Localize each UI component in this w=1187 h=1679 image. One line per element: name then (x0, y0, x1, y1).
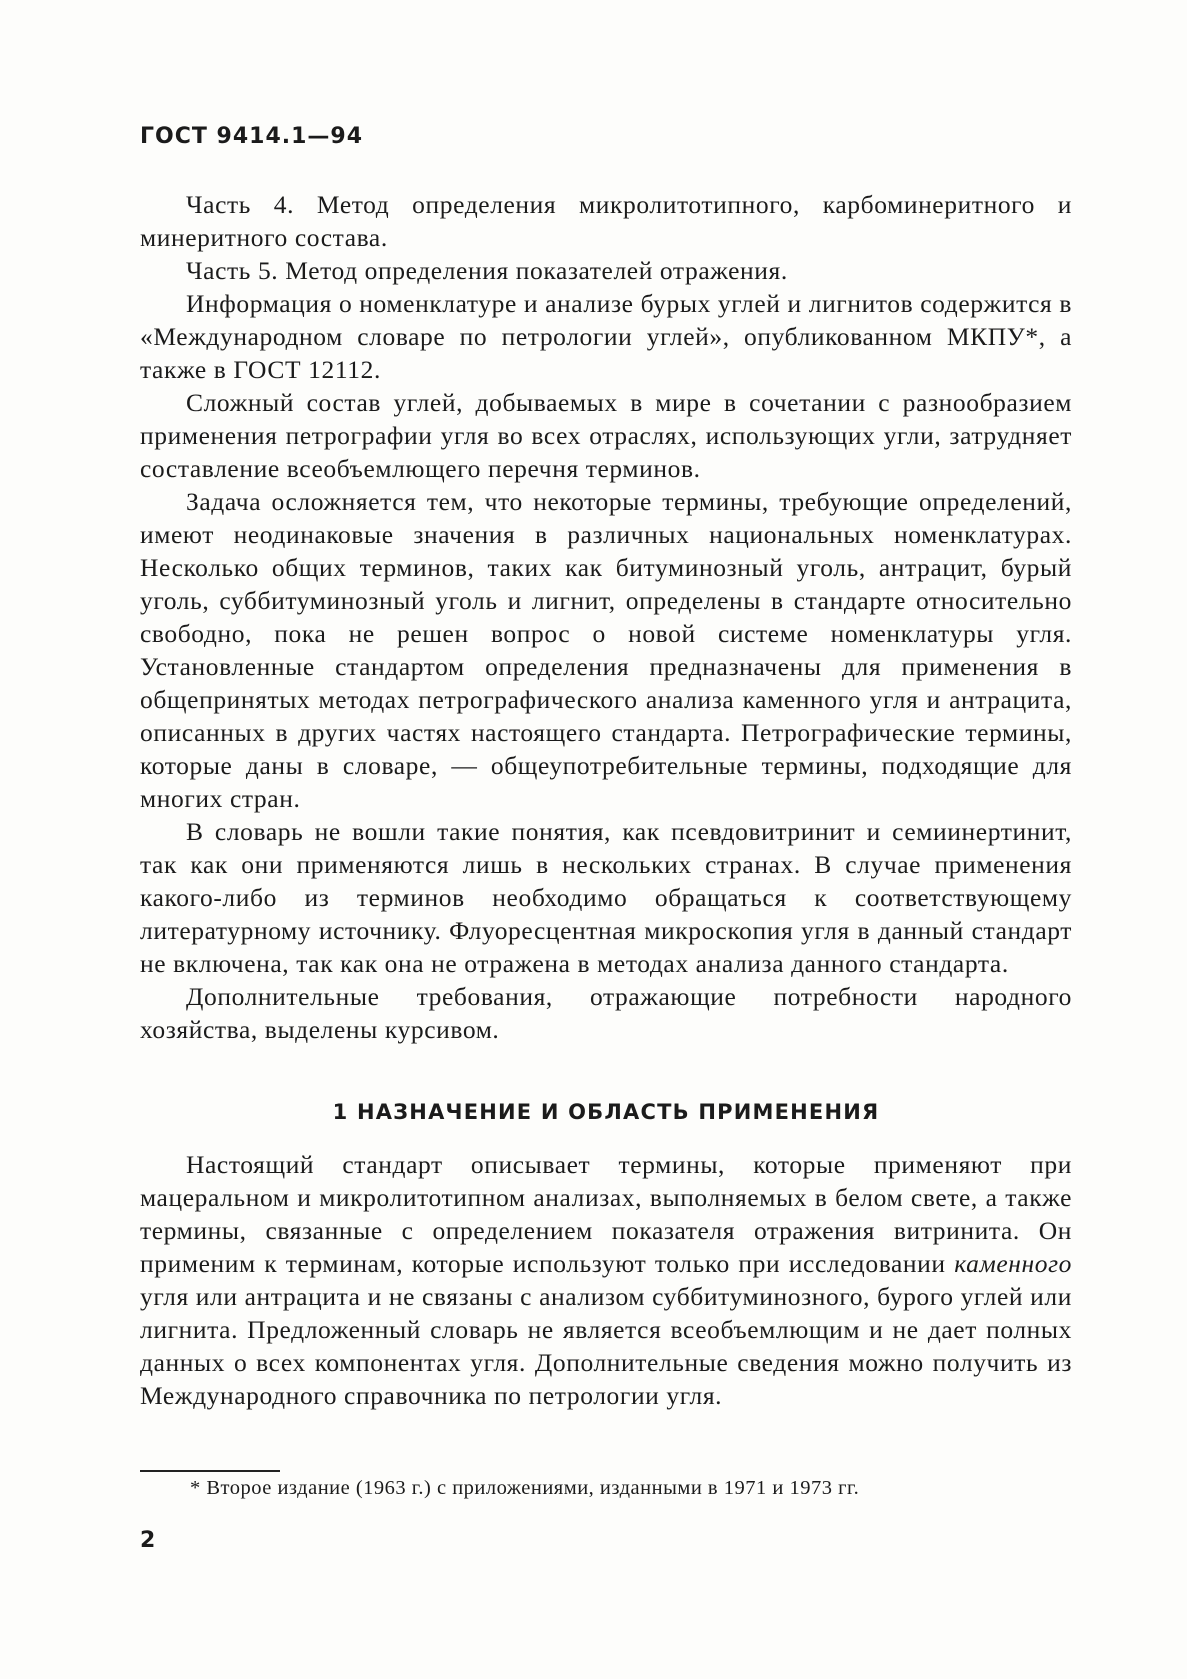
paragraph: Информация о номенклатуре и анализе бурых углей и лигнитов содержится в «Международном словаре по петрологии углей», опубликованном МКПУ*, а также в ГОСТ 12112. (140, 289, 1072, 384)
paragraph: В словарь не вошли такие понятия, как псевдовитринит и семиинертинит, так как они применяются лишь в нескольких странах. В случае применения какого-либо из терминов необходимо обращаться к соответствующему литературному источнику. Флуоресцентная микроскопия угля в данный стандарт не включена, так как она не отражена в методах анализа данного стандарта. (140, 817, 1072, 978)
paragraph: Часть 4. Метод определения микролитотипного, карбоминеритного и минеритного состава. (140, 190, 1072, 252)
paragraph: Дополнительные требования, отражающие потребности народного хозяйства, выделены курсивом. (140, 982, 1072, 1044)
italic-word: каменного (954, 1249, 1072, 1278)
paragraph: Часть 5. Метод определения показателей отражения. (186, 256, 788, 285)
document-header: ГОСТ 9414.1—94 (140, 124, 364, 149)
text-run: Настоящий стандарт описывает термины, которые применяют при мацеральном и микролитотипном анализах, выполняемых в белом свете, а также термины, связанные с определением показателя отражения витринита. Он применим к терминам, которые используют только при исследовании (140, 1150, 1072, 1278)
paragraph (140, 1148, 1072, 1412)
page-number: 2 (140, 1528, 156, 1553)
footnote: * Второе издание (1963 г.) с приложениями, изданными в 1971 и 1973 гг. (190, 1477, 860, 1499)
paragraph: Задача осложняется тем, что некоторые термины, требующие определений, имеют неодинаковые значения в различных национальных номенклатурах. Несколько общих терминов, таких как битуминозный уголь, антрацит, бурый уголь, суббитуминозный уголь и лигнит, определены в стандарте относительно свободно, пока не решен вопрос о новой системе номенклатуры угля. Установленные стандартом определения предназначены для применения в общепринятых методах петрографического анализа каменного угля и антрацита, описанных в других частях настоящего стандарта. Петрографические термины, которые даны в словаре, — общеупотребительные термины, подходящие для многих стран. (140, 487, 1072, 813)
intro-text (140, 188, 1072, 1046)
paragraph: Сложный состав углей, добываемых в мире в сочетании с разнообразием применения петрографии угля во всех отраслях, использующих угли, затрудняет составление всеобъемлющего перечня терминов. (140, 388, 1072, 483)
footnote-rule (140, 1470, 280, 1472)
text-run: угля или антрацита и не связаны с анализом суббитуминозного, бурого углей или лигнита. Предложенный словарь не является всеобъемлющим и не дает полных данных о всех компонентах угля. Дополнительные сведения можно получить из Международного справочника по петрологии угля. (140, 1282, 1072, 1410)
section-title: 1 НАЗНАЧЕНИЕ И ОБЛАСТЬ ПРИМЕНЕНИЯ (332, 1100, 880, 1124)
section-text (140, 1148, 1072, 1412)
